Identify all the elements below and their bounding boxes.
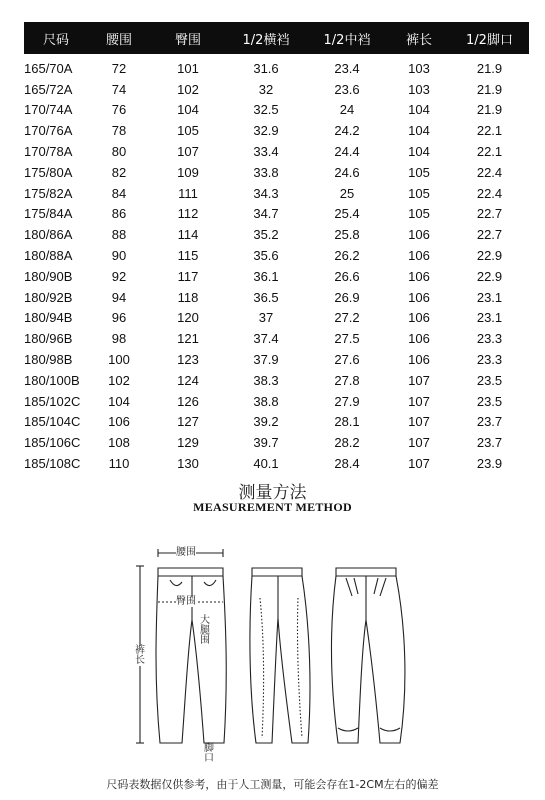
table-cell: 21.9 [476, 60, 503, 76]
table-cell: 27.6 [334, 352, 360, 368]
table-cell: 26.9 [334, 289, 360, 305]
header-hip: 臀围 [174, 32, 201, 48]
table-cell: 107 [408, 414, 430, 430]
table-cell: 103 [408, 81, 430, 97]
table-cell: 38.3 [253, 372, 279, 388]
table-cell: 24.6 [334, 164, 360, 180]
size-table-header [24, 22, 529, 54]
table-cell: 26.6 [334, 268, 360, 284]
table-row [24, 224, 529, 245]
table-cell: 175/82A [24, 185, 73, 201]
table-cell: 22.9 [476, 268, 503, 284]
table-cell: 129 [177, 435, 199, 451]
table-cell: 37.9 [253, 352, 279, 368]
table-cell: 72 [111, 60, 127, 76]
table-cell: 105 [408, 164, 430, 180]
table-row [24, 79, 529, 100]
table-cell: 111 [178, 185, 198, 201]
table-cell: 94 [111, 289, 127, 305]
table-cell: 35.2 [253, 227, 279, 243]
table-cell: 23.1 [476, 289, 503, 305]
table-cell: 27.2 [334, 310, 360, 326]
table-cell: 22.9 [476, 248, 503, 264]
table-cell: 22.7 [476, 227, 503, 243]
table-cell: 34.3 [253, 185, 279, 201]
table-cell: 24.4 [334, 144, 360, 160]
table-cell: 21.9 [476, 81, 503, 97]
table-row [24, 162, 529, 183]
table-cell: 180/92B [24, 289, 73, 305]
table-cell: 170/76A [24, 123, 73, 139]
disclaimer-note: 尺码表数据仅供参考，由于人工测量，可能会存在1-2CM左右的偏差 [106, 778, 439, 791]
table-cell: 106 [408, 352, 430, 368]
table-cell: 106 [408, 289, 430, 305]
header-length: 裤长 [405, 32, 432, 48]
table-cell: 22.4 [476, 164, 503, 180]
table-cell: 114 [177, 227, 199, 243]
table-cell: 24.2 [334, 123, 360, 139]
table-cell: 104 [408, 102, 430, 118]
table-cell: 37.4 [253, 331, 279, 347]
table-cell: 180/88A [24, 248, 73, 264]
table-cell: 31.6 [253, 60, 279, 76]
table-cell: 78 [111, 123, 127, 139]
table-cell: 185/106C [24, 435, 81, 451]
table-cell: 105 [408, 206, 430, 222]
table-cell: 23.1 [476, 310, 503, 326]
table-cell: 104 [408, 123, 430, 139]
table-cell: 180/90B [24, 268, 73, 284]
label-length: 裤长 [135, 645, 145, 666]
table-cell: 23.5 [476, 393, 503, 409]
table-cell: 112 [177, 206, 199, 222]
table-row [24, 349, 529, 370]
table-cell: 106 [408, 331, 430, 347]
table-cell: 104 [408, 144, 430, 160]
table-cell: 106 [408, 268, 430, 284]
size-table-body [24, 58, 529, 474]
table-cell: 23.7 [476, 414, 503, 430]
table-cell: 170/78A [24, 144, 73, 160]
table-cell: 88 [111, 227, 127, 243]
table-cell: 80 [111, 144, 127, 160]
table-cell: 22.7 [476, 206, 503, 222]
header-half-knee: 1/2中裆 [323, 32, 371, 48]
table-cell: 180/94B [24, 310, 73, 326]
table-cell: 21.9 [476, 102, 503, 118]
table-cell: 28.1 [334, 414, 360, 430]
table-cell: 28.4 [334, 456, 360, 472]
table-cell: 175/80A [24, 164, 73, 180]
table-cell: 36.5 [253, 289, 279, 305]
table-cell: 36.1 [253, 268, 279, 284]
measurement-diagram [120, 538, 440, 768]
table-cell: 105 [177, 123, 199, 139]
table-row [24, 100, 529, 121]
table-cell: 39.2 [253, 414, 279, 430]
table-cell: 109 [177, 164, 199, 180]
table-row [24, 308, 529, 329]
table-cell: 24 [339, 102, 355, 118]
table-cell: 23.4 [334, 60, 360, 76]
table-cell: 38.8 [253, 393, 279, 409]
measurement-title-en: MEASUREMENT METHOD [193, 500, 352, 514]
table-cell: 25 [339, 185, 355, 201]
table-cell: 23.6 [334, 81, 360, 97]
table-row [24, 266, 529, 287]
table-cell: 110 [108, 456, 130, 472]
table-row [24, 328, 529, 349]
table-cell: 165/70A [24, 60, 73, 76]
table-cell: 180/98B [24, 352, 73, 368]
table-cell: 23.3 [476, 331, 503, 347]
table-cell: 124 [177, 372, 199, 388]
table-cell: 34.7 [253, 206, 279, 222]
table-cell: 106 [408, 248, 430, 264]
table-row [24, 120, 529, 141]
table-cell: 170/74A [24, 102, 73, 118]
table-cell: 25.8 [334, 227, 360, 243]
header-half-thigh: 1/2横裆 [242, 32, 290, 48]
table-cell: 107 [408, 372, 430, 388]
header-half-hem: 1/2脚口 [466, 32, 513, 48]
table-cell: 28.2 [334, 435, 360, 451]
table-cell: 185/104C [24, 414, 81, 430]
table-cell: 121 [177, 331, 199, 347]
table-row [24, 453, 529, 474]
table-cell: 102 [108, 372, 130, 388]
table-cell: 26.2 [334, 248, 360, 264]
table-cell: 104 [108, 393, 130, 409]
table-cell: 23.5 [476, 372, 503, 388]
table-row [24, 58, 529, 79]
table-cell: 33.8 [253, 164, 279, 180]
table-cell: 23.7 [476, 435, 503, 451]
header-waist: 腰围 [105, 32, 132, 48]
table-cell: 108 [108, 435, 130, 451]
table-cell: 185/108C [24, 456, 81, 472]
table-cell: 25.4 [334, 206, 360, 222]
table-cell: 107 [408, 435, 430, 451]
label-thigh: 大腿围 [200, 615, 210, 646]
table-cell: 74 [111, 81, 127, 97]
table-cell: 84 [111, 185, 127, 201]
table-cell: 117 [177, 268, 199, 284]
label-hip: 臀围 [176, 596, 196, 607]
table-cell: 33.4 [253, 144, 279, 160]
table-cell: 23.9 [476, 456, 503, 472]
table-cell: 107 [408, 456, 430, 472]
table-cell: 103 [408, 60, 430, 76]
table-cell: 185/102C [24, 393, 81, 409]
table-cell: 32.9 [253, 123, 279, 139]
table-cell: 130 [177, 456, 199, 472]
table-cell: 22.4 [476, 185, 503, 201]
table-cell: 22.1 [476, 144, 503, 160]
table-cell: 92 [111, 268, 127, 284]
trousers-illustration [120, 538, 440, 768]
table-row [24, 204, 529, 225]
table-cell: 22.1 [476, 123, 503, 139]
table-row [24, 432, 529, 453]
table-cell: 90 [111, 248, 127, 264]
table-row [24, 141, 529, 162]
table-cell: 115 [177, 248, 199, 264]
table-cell: 107 [177, 144, 199, 160]
table-cell: 96 [111, 310, 127, 326]
table-cell: 106 [408, 310, 430, 326]
table-cell: 165/72A [24, 81, 73, 97]
table-cell: 32 [258, 81, 274, 97]
table-cell: 27.9 [334, 393, 360, 409]
table-cell: 98 [111, 331, 127, 347]
table-cell: 76 [111, 102, 127, 118]
table-row [24, 183, 529, 204]
table-cell: 101 [177, 60, 199, 76]
table-cell: 32.5 [253, 102, 279, 118]
table-cell: 27.8 [334, 372, 360, 388]
label-waist: 腰围 [176, 547, 196, 558]
table-cell: 27.5 [334, 331, 360, 347]
table-cell: 126 [177, 393, 199, 409]
label-hem: 脚口 [204, 743, 214, 764]
table-cell: 104 [177, 102, 199, 118]
table-row [24, 391, 529, 412]
table-cell: 107 [408, 393, 430, 409]
table-cell: 106 [408, 227, 430, 243]
table-cell: 82 [111, 164, 127, 180]
measurement-title-cn: 测量方法 [238, 483, 307, 503]
table-cell: 180/86A [24, 227, 73, 243]
table-cell: 180/96B [24, 331, 73, 347]
table-cell: 127 [177, 414, 199, 430]
table-cell: 35.6 [253, 248, 279, 264]
table-row [24, 412, 529, 433]
table-row [24, 370, 529, 391]
table-cell: 40.1 [253, 456, 279, 472]
table-cell: 86 [111, 206, 127, 222]
table-cell: 39.7 [253, 435, 279, 451]
table-cell: 175/84A [24, 206, 73, 222]
table-cell: 120 [177, 310, 199, 326]
table-cell: 37 [258, 310, 274, 326]
table-cell: 100 [108, 352, 130, 368]
table-cell: 106 [108, 414, 130, 430]
table-cell: 118 [177, 289, 199, 305]
table-cell: 123 [177, 352, 199, 368]
table-row [24, 245, 529, 266]
table-cell: 23.3 [476, 352, 503, 368]
table-cell: 102 [177, 81, 199, 97]
table-cell: 180/100B [24, 372, 80, 388]
table-cell: 105 [408, 185, 430, 201]
header-size: 尺码 [42, 32, 69, 48]
table-row [24, 287, 529, 308]
